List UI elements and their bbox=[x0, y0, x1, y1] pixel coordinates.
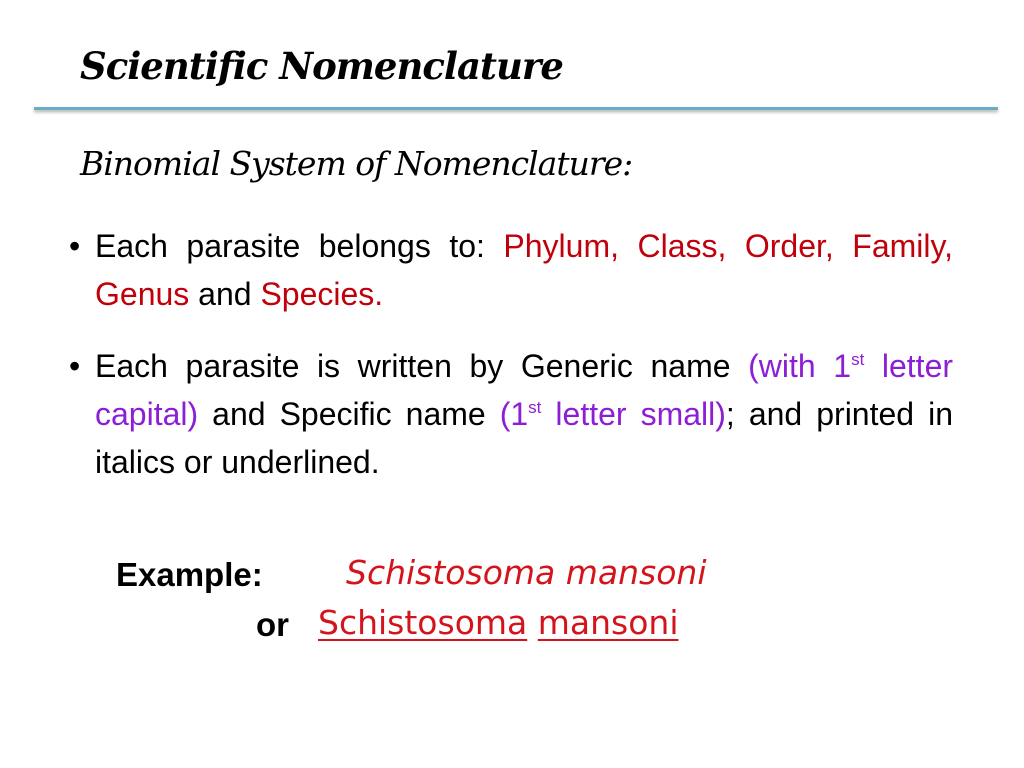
underlined-species: mansoni bbox=[537, 603, 679, 642]
example-label: Example: bbox=[116, 556, 263, 593]
slide-subtitle: Binomial System of Nomenclature: bbox=[80, 144, 633, 183]
taxa-ranks: Phylum, Class, Order, Family, Genus bbox=[95, 228, 953, 312]
example-underlined-name bbox=[318, 603, 679, 642]
example-or-label: or bbox=[256, 606, 289, 643]
underlined-genus: Schistosoma bbox=[318, 603, 528, 642]
bullet-text: Each parasite belongs to: bbox=[95, 228, 504, 264]
bullet-dot: • bbox=[69, 228, 81, 264]
bullet-naming-rule bbox=[60, 342, 953, 486]
specific-rule-close: letter small) bbox=[541, 396, 726, 432]
generic-rule-open: (with 1 bbox=[748, 348, 852, 384]
bullet-joiner: and bbox=[189, 276, 261, 312]
bullet-text: Each parasite is written by Generic name bbox=[95, 348, 749, 384]
taxa-species: Species. bbox=[260, 276, 384, 312]
bullet-dot: • bbox=[69, 348, 81, 384]
bullet-taxonomy bbox=[60, 222, 953, 318]
title-divider bbox=[34, 107, 998, 110]
slide-title: Scientific Nomenclature bbox=[80, 44, 563, 88]
bullet-tail: ; and printed in italics or underlined. bbox=[95, 396, 954, 480]
specific-rule bbox=[500, 396, 726, 432]
example-italic-name: Schistosoma mansoni bbox=[346, 553, 707, 592]
bullet-list bbox=[60, 222, 953, 486]
generic-rule-sup: st bbox=[851, 350, 865, 369]
bullet-middle: and Specific name bbox=[198, 396, 500, 432]
generic-rule-close: letter capital) bbox=[95, 348, 954, 432]
specific-rule-open: (1 bbox=[499, 396, 529, 432]
specific-rule-sup: st bbox=[528, 398, 542, 417]
